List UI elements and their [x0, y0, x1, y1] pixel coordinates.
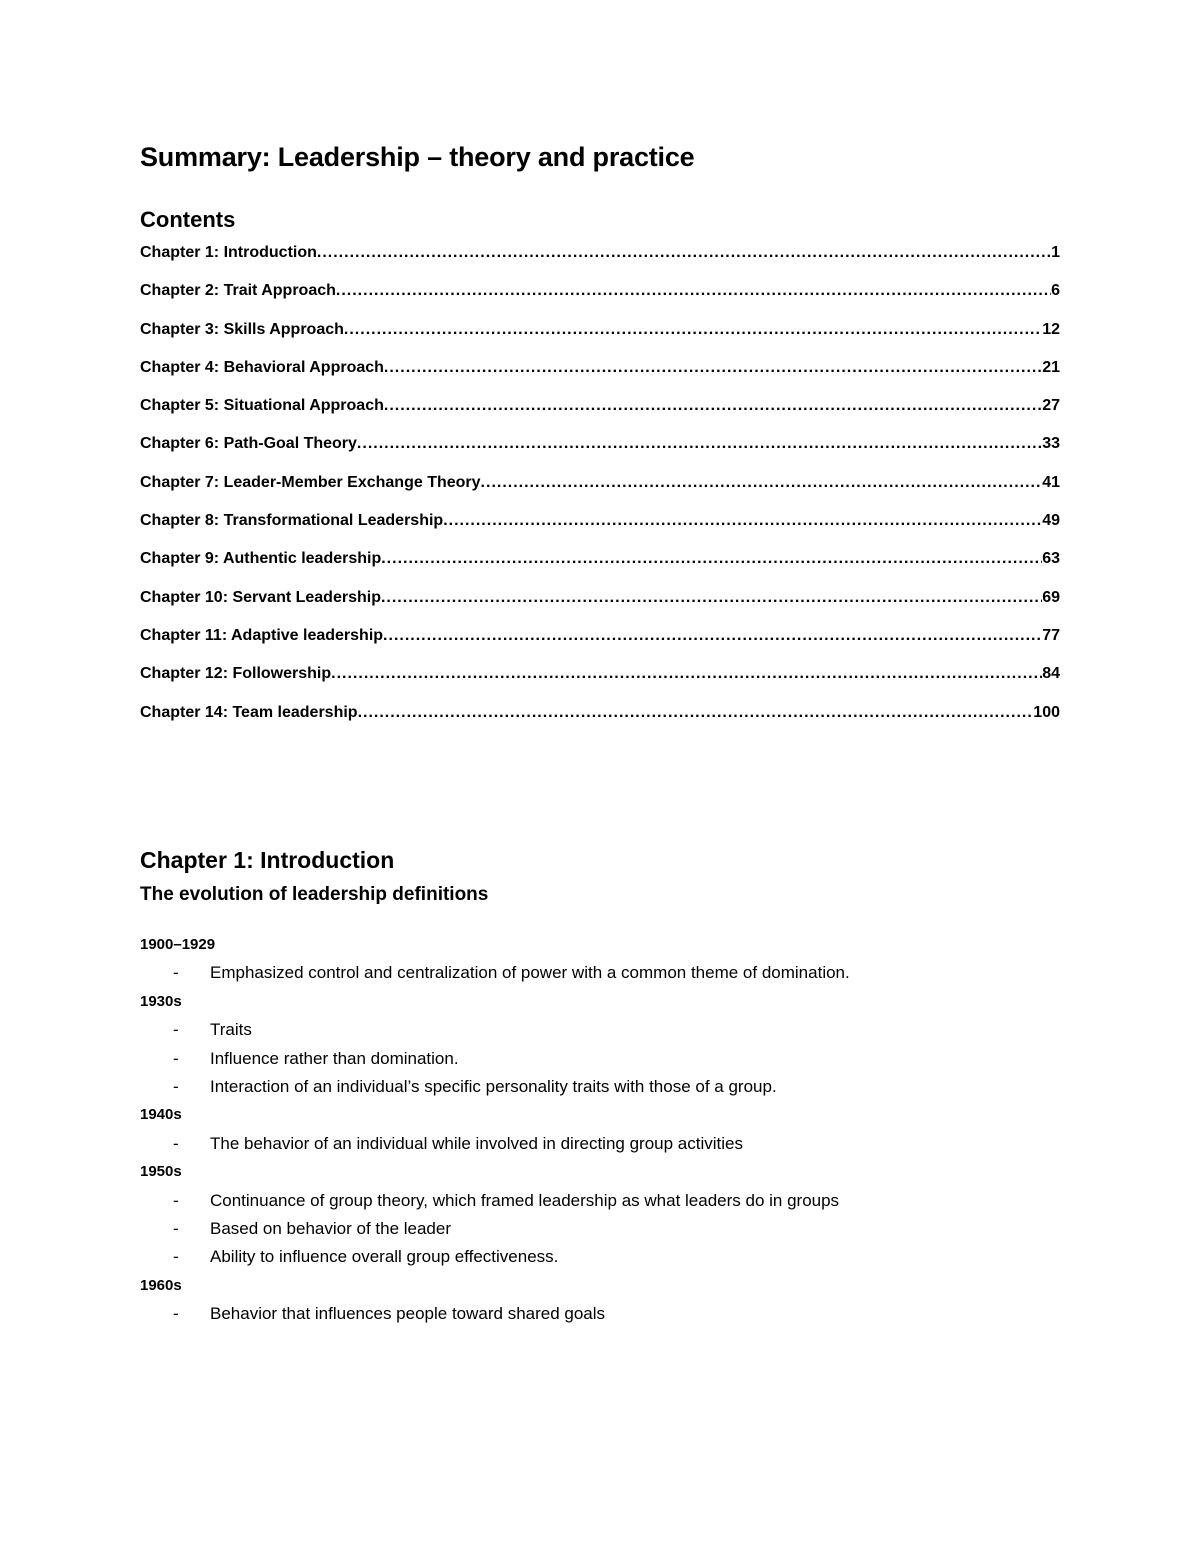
list-item-text: Continuance of group theory, which framed leadership as what leaders do in groups [210, 1190, 840, 1210]
toc-entry[interactable] [140, 321, 1060, 359]
toc-entry-title: Chapter 2: Trait Approach [140, 282, 336, 300]
era-bullet-list [140, 959, 1060, 987]
toc-entry[interactable] [140, 474, 1060, 512]
toc-page-number: 49 [1042, 512, 1060, 530]
era-label: 1940s [140, 1106, 182, 1124]
toc-dot-leader [443, 512, 1042, 530]
list-item-text: Influence rather than domination. [210, 1048, 459, 1068]
era-bullet-list [140, 1300, 1060, 1328]
list-item [140, 1073, 1060, 1101]
list-item [140, 1215, 1060, 1243]
toc-page-number: 12 [1042, 320, 1060, 338]
list-item-text: Interaction of an individual’s specific personality traits with those of a group. [210, 1076, 777, 1096]
list-item-text: Behavior that influences people toward shared goals [210, 1304, 606, 1324]
toc-entry[interactable] [140, 512, 1060, 550]
toc-dot-leader [383, 627, 1042, 645]
list-item-text: Traits [210, 1020, 252, 1040]
section-heading: The evolution of leadership definitions [140, 884, 489, 905]
toc-entry[interactable] [140, 665, 1060, 703]
toc-dot-leader [336, 282, 1051, 300]
toc-dot-leader [358, 704, 1034, 722]
list-item [140, 1243, 1060, 1271]
table-of-contents [140, 244, 1060, 742]
toc-page-number: 27 [1042, 397, 1060, 415]
era-label: 1900–1929 [140, 936, 216, 953]
toc-dot-leader [381, 550, 1042, 568]
dash-bullet-icon: - [173, 1048, 179, 1068]
dash-bullet-icon: - [173, 1304, 179, 1324]
era-bullet-list [140, 1187, 1060, 1272]
toc-page-number: 1 [1051, 244, 1060, 261]
era-bullet-list [140, 1130, 1060, 1158]
toc-entry[interactable] [140, 627, 1060, 665]
toc-dot-leader [384, 359, 1042, 377]
era-label: 1930s [140, 992, 182, 1010]
toc-entry-title: Chapter 11: Adaptive leadership [140, 626, 384, 644]
toc-dot-leader [384, 397, 1042, 415]
toc-dot-leader [381, 589, 1042, 607]
dash-bullet-icon: - [173, 1190, 179, 1210]
list-item [140, 1130, 1060, 1158]
dash-bullet-icon: - [173, 1247, 179, 1267]
toc-page-number: 69 [1042, 588, 1060, 606]
toc-entry-title: Chapter 12: Followership [140, 665, 332, 683]
list-item-text: The behavior of an individual while involved in directing group activities [210, 1133, 743, 1153]
toc-entry-title: Chapter 8: Transformational Leadership [140, 512, 444, 530]
dash-bullet-icon: - [173, 1020, 179, 1040]
era-bullet-list [140, 1016, 1060, 1101]
toc-entry[interactable] [140, 282, 1060, 320]
era-label: 1950s [140, 1163, 182, 1181]
toc-entry-title: Chapter 7: Leader-Member Exchange Theory [140, 473, 481, 491]
document-page [140, 0, 1060, 1553]
dash-bullet-icon: - [173, 1133, 179, 1153]
toc-page-number: 63 [1042, 550, 1060, 568]
toc-entry-title: Chapter 1: Introduction [140, 244, 317, 261]
toc-entry[interactable] [140, 397, 1060, 435]
toc-dot-leader [344, 321, 1042, 339]
toc-page-number: 84 [1042, 665, 1060, 683]
era-list [140, 931, 1060, 1328]
toc-dot-leader [481, 474, 1043, 492]
toc-entry[interactable] [140, 704, 1060, 742]
list-item [140, 1300, 1060, 1328]
toc-page-number: 6 [1051, 282, 1060, 300]
toc-entry-title: Chapter 6: Path-Goal Theory [140, 435, 357, 453]
document-title: Summary: Leadership – theory and practice [140, 142, 695, 172]
toc-entry-title: Chapter 3: Skills Approach [140, 320, 344, 338]
chapter-heading: Chapter 1: Introduction [140, 847, 395, 873]
toc-entry-title: Chapter 10: Servant Leadership [140, 588, 381, 606]
dash-bullet-icon: - [173, 963, 179, 983]
list-item [140, 959, 1060, 987]
list-item-text: Emphasized control and centralization of power with a common theme of domination. [210, 963, 850, 983]
toc-entry[interactable] [140, 589, 1060, 627]
toc-entry-title: Chapter 9: Authentic leadership [140, 550, 382, 568]
era-label: 1960s [140, 1276, 182, 1294]
toc-dot-leader [357, 435, 1042, 453]
toc-entry-title: Chapter 4: Behavioral Approach [140, 358, 384, 376]
toc-dot-leader [317, 244, 1051, 262]
list-item [140, 1016, 1060, 1044]
dash-bullet-icon: - [173, 1218, 179, 1238]
toc-entry[interactable] [140, 359, 1060, 397]
toc-entry[interactable] [140, 550, 1060, 588]
list-item-text: Ability to influence overall group effectiveness. [210, 1247, 559, 1267]
list-item [140, 1187, 1060, 1215]
toc-entry-title: Chapter 5: Situational Approach [140, 397, 384, 415]
toc-page-number: 21 [1042, 358, 1060, 376]
list-item [140, 1045, 1060, 1073]
toc-page-number: 33 [1042, 435, 1060, 453]
toc-page-number: 77 [1042, 626, 1060, 644]
toc-entry[interactable] [140, 435, 1060, 473]
toc-heading: Contents [140, 207, 236, 232]
toc-entry[interactable] [140, 244, 1060, 282]
toc-page-number: 100 [1033, 703, 1060, 721]
toc-entry-title: Chapter 14: Team leadership [140, 703, 358, 721]
list-item-text: Based on behavior of the leader [210, 1218, 452, 1238]
toc-dot-leader [331, 665, 1042, 683]
dash-bullet-icon: - [173, 1076, 179, 1096]
toc-page-number: 41 [1042, 473, 1060, 491]
